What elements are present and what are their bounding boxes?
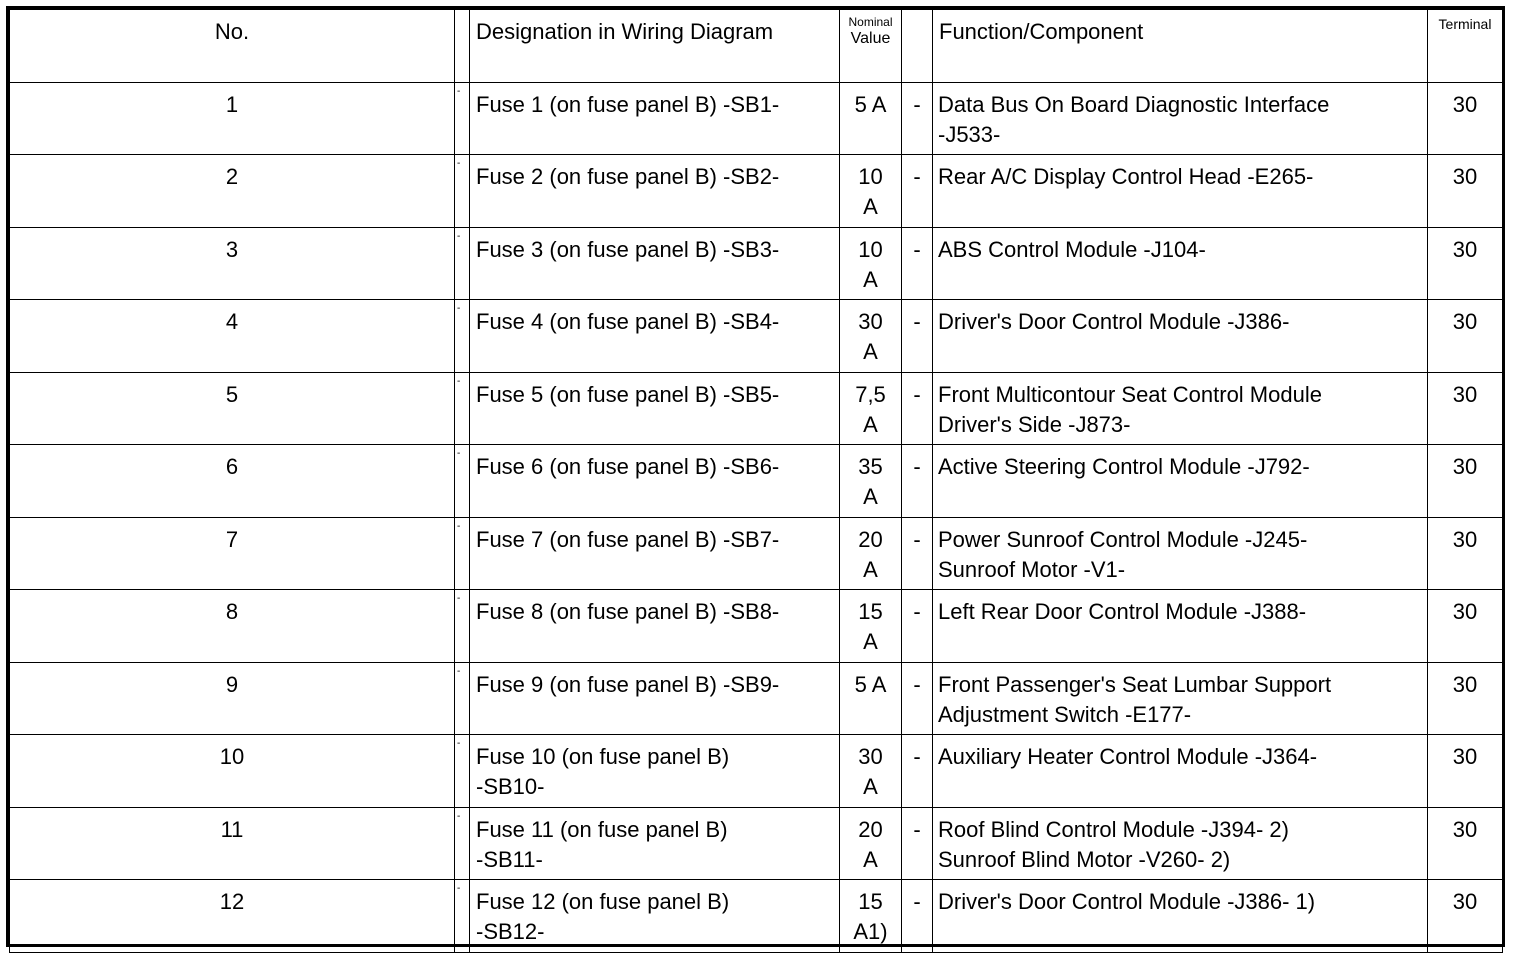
nominal-value-line: 5 A (854, 671, 887, 697)
row-nominal-value (840, 807, 902, 880)
nominal-value-line: A (863, 556, 878, 582)
row-number: 3 (10, 227, 455, 300)
designation-line: -SB10- (476, 774, 545, 799)
nominal-value-line: 10 (858, 164, 883, 189)
row-separator (455, 517, 470, 590)
nominal-value-line: 30 (858, 309, 883, 334)
row-designation (470, 590, 840, 663)
row-terminal: 30 (1428, 300, 1503, 373)
function-line: Data Bus On Board Diagnostic Interface (938, 91, 1330, 117)
row-dash: - (902, 300, 933, 373)
designation-line: Fuse 10 (on fuse panel B) (476, 744, 730, 769)
table-body (10, 82, 1503, 952)
table-row (10, 880, 1503, 953)
function-line: Active Steering Control Module -J792- (938, 454, 1310, 479)
row-number: 6 (10, 445, 455, 518)
nominal-value-line: 10 (858, 236, 883, 262)
row-nominal-value (840, 590, 902, 663)
row-designation (470, 300, 840, 373)
table-row (10, 662, 1503, 735)
separator-tick: - (457, 738, 461, 749)
function-line: Left Rear Door Control Module -J388- (938, 599, 1307, 624)
nominal-value-line: 15 (858, 599, 883, 624)
row-function (933, 807, 1428, 880)
function-line: Sunroof Motor -V1- (938, 556, 1126, 582)
row-nominal-value (840, 517, 902, 590)
separator-tick: - (457, 85, 461, 97)
header-nominal-top: Nominal (848, 15, 893, 29)
row-function (933, 82, 1428, 155)
row-nominal-value (840, 662, 902, 735)
row-dash: - (902, 445, 933, 518)
function-line: Driver's Side -J873- (938, 411, 1131, 437)
designation-line: Fuse 5 (on fuse panel B) -SB5- (476, 381, 780, 407)
row-nominal-value (840, 445, 902, 518)
row-terminal: 30 (1428, 880, 1503, 953)
nominal-value-line: A (863, 266, 878, 292)
nominal-value-line: A (863, 774, 878, 799)
row-separator (455, 372, 470, 445)
row-nominal-value (840, 735, 902, 808)
row-dash: - (902, 735, 933, 808)
separator-tick: - (457, 520, 461, 532)
row-separator (455, 735, 470, 808)
row-number: 5 (10, 372, 455, 445)
table-row (10, 590, 1503, 663)
designation-line: Fuse 3 (on fuse panel B) -SB3- (476, 236, 780, 262)
separator-tick: - (457, 810, 461, 822)
row-number: 10 (10, 735, 455, 808)
row-separator (455, 82, 470, 155)
row-separator (455, 662, 470, 735)
designation-line: -SB12- (476, 919, 545, 944)
designation-line: Fuse 7 (on fuse panel B) -SB7- (476, 526, 780, 552)
nominal-value-line: 15 (858, 889, 883, 914)
row-terminal: 30 (1428, 517, 1503, 590)
nominal-value-line: A1) (853, 919, 888, 944)
function-line: -J533- (938, 121, 1001, 147)
header-function: Function/Component (933, 10, 1428, 83)
table-row (10, 807, 1503, 880)
designation-line: Fuse 12 (on fuse panel B) (476, 889, 730, 914)
separator-tick: - (457, 883, 461, 894)
designation-line: Fuse 1 (on fuse panel B) -SB1- (476, 91, 780, 117)
row-nominal-value (840, 82, 902, 155)
row-dash: - (902, 662, 933, 735)
separator-tick: - (457, 593, 461, 604)
row-terminal: 30 (1428, 155, 1503, 228)
row-separator (455, 807, 470, 880)
separator-tick: - (457, 303, 461, 314)
row-terminal: 30 (1428, 372, 1503, 445)
row-designation (470, 807, 840, 880)
designation-line: Fuse 2 (on fuse panel B) -SB2- (476, 164, 780, 189)
row-number: 2 (10, 155, 455, 228)
nominal-value-line: 7,5 (855, 381, 886, 407)
row-designation (470, 155, 840, 228)
nominal-value-line: 35 (858, 454, 883, 479)
row-separator (455, 590, 470, 663)
function-line: Roof Blind Control Module -J394- 2) (938, 816, 1289, 842)
row-terminal: 30 (1428, 82, 1503, 155)
header-designation: Designation in Wiring Diagram (470, 10, 840, 83)
separator-tick: - (457, 665, 461, 677)
table-row (10, 300, 1503, 373)
row-function (933, 590, 1428, 663)
row-separator (455, 300, 470, 373)
row-nominal-value (840, 880, 902, 953)
function-line: Auxiliary Heater Control Module -J364- (938, 744, 1318, 769)
function-line: Power Sunroof Control Module -J245- (938, 526, 1308, 552)
row-dash: - (902, 227, 933, 300)
row-function (933, 227, 1428, 300)
row-terminal: 30 (1428, 445, 1503, 518)
row-number: 8 (10, 590, 455, 663)
nominal-value-line: 30 (858, 744, 883, 769)
row-function (933, 445, 1428, 518)
header-nominal-value (840, 10, 902, 83)
row-number: 7 (10, 517, 455, 590)
row-dash: - (902, 155, 933, 228)
row-function (933, 517, 1428, 590)
function-line: ABS Control Module -J104- (938, 236, 1206, 262)
row-function (933, 300, 1428, 373)
row-function (933, 372, 1428, 445)
nominal-value-line: A (863, 194, 878, 219)
nominal-value-line: 20 (858, 816, 883, 842)
row-designation (470, 445, 840, 518)
header-dash-column (902, 10, 933, 83)
row-separator (455, 227, 470, 300)
row-designation (470, 662, 840, 735)
table-row (10, 155, 1503, 228)
row-dash: - (902, 372, 933, 445)
row-dash: - (902, 517, 933, 590)
header-nominal-bottom: Value (850, 30, 891, 47)
header-terminal: Terminal (1428, 10, 1503, 83)
function-line: Adjustment Switch -E177- (938, 701, 1192, 727)
designation-line: Fuse 4 (on fuse panel B) -SB4- (476, 309, 780, 334)
row-nominal-value (840, 300, 902, 373)
table-row (10, 445, 1503, 518)
header-row (10, 10, 1503, 83)
table-row (10, 227, 1503, 300)
row-function (933, 880, 1428, 953)
designation-line: Fuse 9 (on fuse panel B) -SB9- (476, 671, 780, 697)
row-dash: - (902, 807, 933, 880)
row-terminal: 30 (1428, 735, 1503, 808)
row-number: 1 (10, 82, 455, 155)
function-line: Driver's Door Control Module -J386- 1) (938, 889, 1316, 914)
row-number: 9 (10, 662, 455, 735)
row-number: 4 (10, 300, 455, 373)
function-line: Sunroof Blind Motor -V260- 2) (938, 846, 1231, 872)
row-terminal: 30 (1428, 662, 1503, 735)
row-number: 11 (10, 807, 455, 880)
designation-line: Fuse 11 (on fuse panel B) (476, 816, 728, 842)
row-nominal-value (840, 372, 902, 445)
row-separator (455, 880, 470, 953)
row-separator (455, 155, 470, 228)
table-row (10, 372, 1503, 445)
header-separator (455, 10, 470, 83)
nominal-value-line: A (863, 629, 878, 654)
fuse-table-frame (6, 6, 1505, 947)
row-designation (470, 227, 840, 300)
nominal-value-line: 20 (858, 526, 883, 552)
function-line: Rear A/C Display Control Head -E265- (938, 164, 1314, 189)
row-number: 12 (10, 880, 455, 953)
table-row (10, 82, 1503, 155)
row-terminal: 30 (1428, 807, 1503, 880)
separator-tick: - (457, 158, 461, 169)
separator-tick: - (457, 448, 461, 459)
nominal-value-line: A (863, 846, 878, 872)
table-row (10, 735, 1503, 808)
designation-line: -SB11- (476, 846, 543, 872)
row-function (933, 735, 1428, 808)
row-separator (455, 445, 470, 518)
nominal-value-line: A (863, 411, 878, 437)
designation-line: Fuse 6 (on fuse panel B) -SB6- (476, 454, 780, 479)
function-line: Driver's Door Control Module -J386- (938, 309, 1290, 334)
row-terminal: 30 (1428, 227, 1503, 300)
fuse-table (9, 9, 1503, 953)
nominal-value-line: 5 A (854, 91, 887, 117)
row-terminal: 30 (1428, 590, 1503, 663)
nominal-value-line: A (863, 484, 878, 509)
row-designation (470, 82, 840, 155)
separator-tick: - (457, 375, 461, 387)
row-nominal-value (840, 227, 902, 300)
row-dash: - (902, 82, 933, 155)
designation-line: Fuse 8 (on fuse panel B) -SB8- (476, 599, 780, 624)
row-function (933, 155, 1428, 228)
row-designation (470, 372, 840, 445)
row-designation (470, 735, 840, 808)
header-no: No. (10, 10, 455, 83)
row-nominal-value (840, 155, 902, 228)
table-row (10, 517, 1503, 590)
row-designation (470, 880, 840, 953)
row-dash: - (902, 880, 933, 953)
function-line: Front Passenger's Seat Lumbar Support (938, 671, 1332, 697)
row-designation (470, 517, 840, 590)
nominal-value-line: A (863, 339, 878, 364)
row-function (933, 662, 1428, 735)
separator-tick: - (457, 230, 461, 242)
function-line: Front Multicontour Seat Control Module (938, 381, 1322, 407)
row-dash: - (902, 590, 933, 663)
